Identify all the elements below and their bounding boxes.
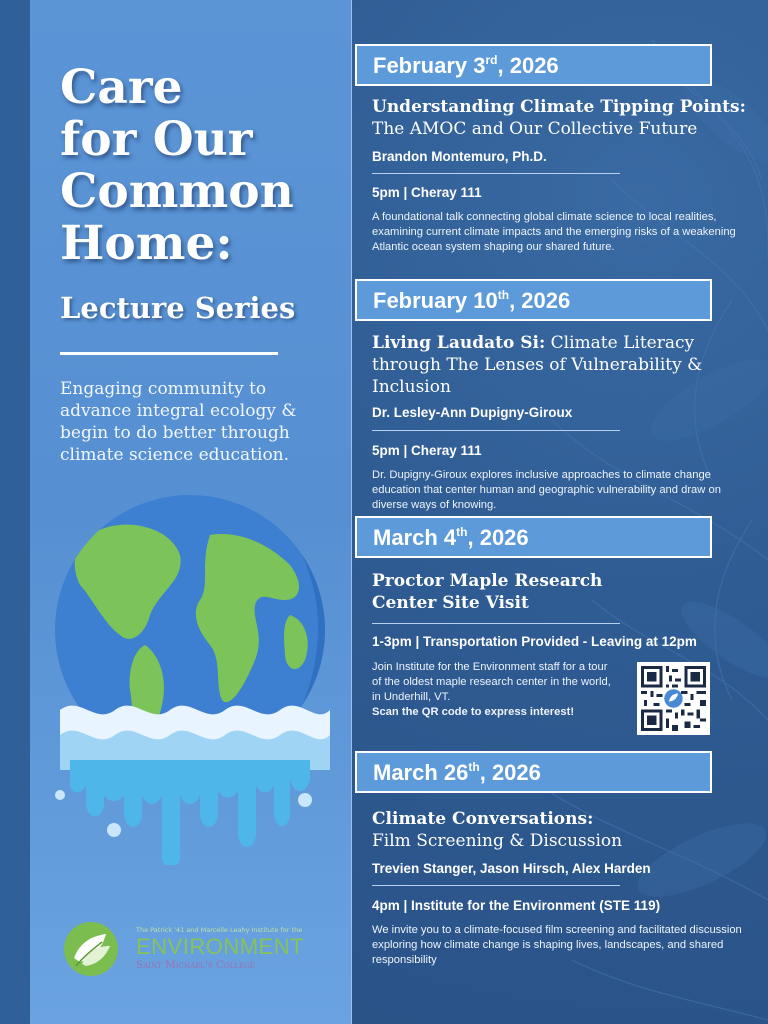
institute-logo	[62, 920, 342, 980]
date-text: March 4	[373, 525, 457, 550]
poster-title-line: Common	[60, 164, 294, 219]
divider	[372, 430, 620, 431]
left-edge-strip	[0, 0, 30, 1024]
event-speaker: Brandon Montemuro, Ph.D.	[372, 149, 547, 164]
event-speaker: Trevien Stanger, Jason Hirsch, Alex Harden	[372, 861, 651, 876]
divider	[372, 623, 620, 624]
poster-title-line: for Our	[60, 112, 253, 167]
poster-title-line: Home:	[60, 216, 233, 271]
event-speaker: Dr. Lesley-Ann Dupigny-Giroux	[372, 405, 573, 420]
event-time-location: 5pm | Cheray 111	[372, 443, 482, 458]
event-title-rest: Climate Literacy through The Lenses of Vulnerability & Inclusion	[372, 333, 703, 397]
date-suffix: th	[456, 525, 468, 539]
event-title	[372, 332, 752, 398]
date-year: , 2026	[467, 525, 529, 550]
logo-institute-line: The Patrick '41 and Marcelle Leahy Institute for the	[136, 926, 303, 934]
event-title-rest: Film Screening & Discussion	[372, 831, 623, 851]
divider	[372, 885, 620, 886]
event-date-bar	[355, 279, 712, 321]
date-suffix: th	[497, 288, 510, 302]
date-suffix: th	[468, 760, 480, 774]
event-title	[372, 570, 672, 614]
poster-title	[60, 62, 340, 270]
event-title	[372, 808, 752, 852]
event-date-bar	[355, 516, 712, 558]
poster-tagline: Engaging community to advance integral ecology & begin to do better through climate science education.	[60, 379, 297, 465]
event-description: We invite you to a climate-focused film screening and facilitated discussion exploring how climate change is shaping lives, landscapes, and shared responsibility	[372, 924, 742, 966]
event-details	[372, 96, 752, 255]
qr-call-to-action: Scan the QR code to express interest!	[372, 706, 575, 718]
date-text: March 26	[373, 760, 469, 785]
event-title-bold: Proctor Maple Research Center Site Visit	[372, 571, 603, 613]
date-year: , 2026	[479, 760, 541, 785]
date-year: , 2026	[509, 288, 571, 313]
drip-drop	[298, 793, 312, 807]
event-date-bar	[355, 44, 712, 86]
divider	[60, 352, 278, 355]
event-title-bold: Living Laudato Si:	[372, 333, 546, 353]
event-title-bold: Understanding Climate Tipping Points:	[372, 97, 746, 117]
event-description: Join Institute for the Environment staff for a tour of the oldest maple research center in the world, in Underhill, VT.	[372, 661, 611, 703]
poster-subtitle: Lecture Series	[60, 291, 296, 325]
event-title-rest: The AMOC and Our Collective Future	[372, 119, 698, 139]
qr-code[interactable]	[637, 662, 710, 735]
date-year: , 2026	[497, 53, 559, 78]
event-title	[372, 96, 752, 140]
date-suffix: rd	[485, 53, 498, 67]
event-time-location: 4pm | Institute for the Environment (STE 119)	[372, 898, 661, 913]
logo-college-line: Saint Michael's College	[136, 959, 255, 971]
event-details	[372, 332, 752, 513]
divider	[372, 173, 620, 174]
event-time-location: 1-3pm | Transportation Provided - Leaving at 12pm	[372, 634, 697, 649]
event-date-bar	[355, 751, 712, 793]
event-details	[372, 808, 752, 968]
drip-drop	[107, 823, 121, 837]
poster-title-line: Care	[60, 60, 183, 115]
event-description: Dr. Dupigny-Giroux explores inclusive approaches to climate change education that center human and geographic vulnerability and draw on diverse ways of knowing.	[372, 469, 721, 511]
event-time-location: 5pm | Cheray 111	[372, 185, 482, 200]
melting-globe-illustration	[50, 495, 340, 865]
drip-drop	[55, 790, 65, 800]
leaf-logo-icon	[62, 920, 120, 978]
date-text: February 3	[373, 53, 486, 78]
logo-environment-line: ENVIRONMENT	[136, 934, 305, 959]
qr-code-icon	[641, 666, 706, 731]
melting-drips	[70, 760, 310, 865]
event-title-bold: Climate Conversations:	[372, 809, 594, 829]
event-description: A foundational talk connecting global climate science to local realities, examining current climate impacts and the emerging risks of a weakening Atlantic ocean system shaping our shared future.	[372, 211, 736, 253]
date-text: February 10	[373, 288, 498, 313]
